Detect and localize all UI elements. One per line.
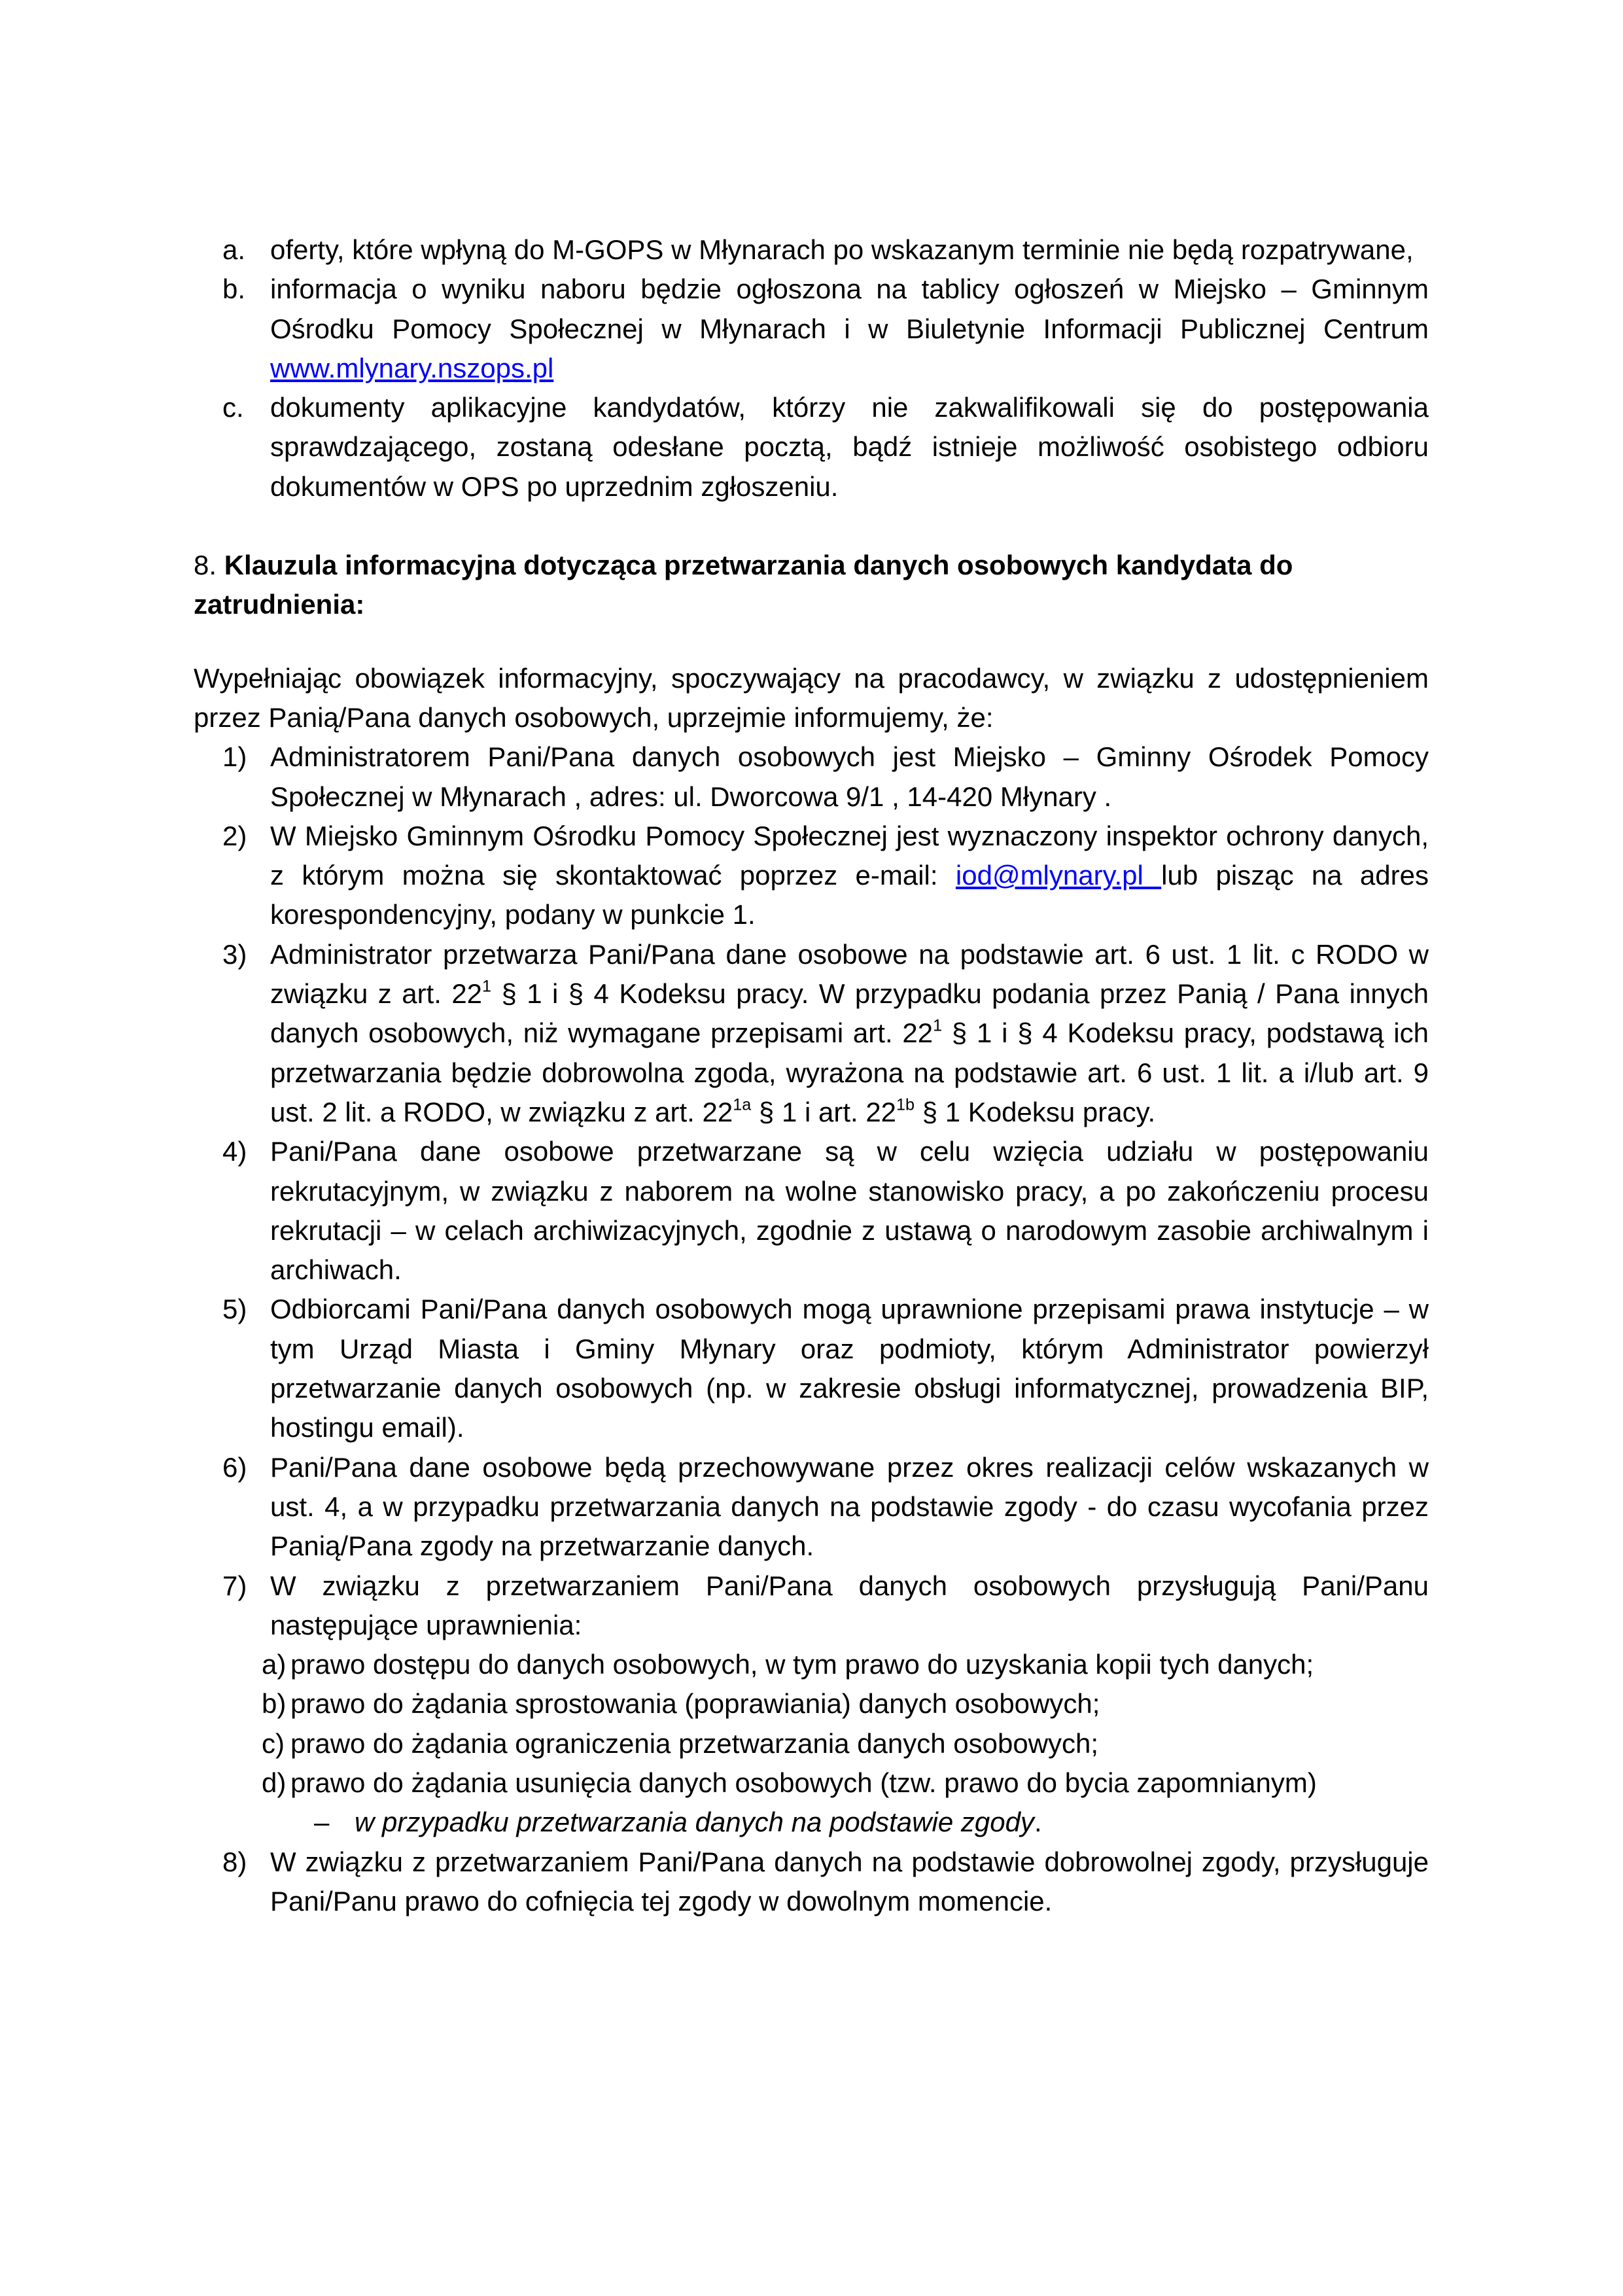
point-text: Pani/Pana dane osobowe przetwarzane są w celu wzięcia udziału w postępowaniu rekrutacyjnym, w związku z naborem na wolne stanowisko pracy, a po zakończeniu procesu rekrutacji – w celach archiwizacyjnych, zgodnie z ustawą o narodowym zasobie archiwalnym i archiwach. bbox=[270, 1136, 1429, 1286]
point-text: Administrator przetwarza Pani/Pana dane osobowe na podstawie art. 6 ust. 1 lit. c RODO w związku z art. 22 bbox=[270, 938, 1429, 1010]
point-text: § 1 i § 4 Kodeksu pracy. W przypadku podania przez Panią / Pana innych danych osobowych, niż wymagane przepisami art. 22 bbox=[270, 978, 1429, 1049]
list-marker: 4) bbox=[222, 1136, 247, 1167]
intro-paragraph: Wypełniając obowiązek informacyjny, spoczywający na pracodawcy, w związku z udostępnieniem przez Panią/Pana danych osobowych, uprzejmie informujemy, że: bbox=[194, 662, 1429, 733]
point-text: W związku z przetwarzaniem Pani/Pana danych osobowych przysługują Pani/Panu następujące uprawnienia: bbox=[270, 1570, 1429, 1640]
list-marker: 8) bbox=[222, 1846, 247, 1877]
list-marker: a. bbox=[222, 234, 246, 265]
condition-text: w przypadku przetwarzania danych na podstawie zgody bbox=[355, 1807, 1034, 1838]
gdpr-point-1 bbox=[194, 737, 1429, 817]
period: . bbox=[1034, 1807, 1042, 1838]
section-heading bbox=[194, 546, 1429, 625]
point-text: W Miejsko Gminnym Ośrodku Pomocy Społecznej jest wyznaczony inspektor ochrony danych, z którym można się skontaktować poprzez e-mail: bbox=[270, 820, 1429, 891]
point-text: Odbiorcami Pani/Pana danych osobowych mogą uprawnione przepisami prawa instytucje – w tym Urząd Miasta i Gminy Młynary oraz podmioty, którym Administrator powierzył przetwarzanie danych osobowych (np. w zakresie obsługi informatycznej, prowadzenia BIP, hostingu email). bbox=[270, 1294, 1429, 1443]
list-item bbox=[194, 270, 1429, 388]
list-marker: b. bbox=[222, 274, 246, 305]
list-marker: 7) bbox=[222, 1570, 247, 1601]
gdpr-point-7 bbox=[194, 1566, 1429, 1843]
gdpr-point-2 bbox=[194, 817, 1429, 935]
recruitment-terms-list bbox=[194, 230, 1429, 506]
gdpr-point-6 bbox=[194, 1448, 1429, 1566]
dash-marker: – bbox=[314, 1807, 330, 1838]
list-item bbox=[194, 230, 1429, 270]
right-text: prawo do żądania ograniczenia przetwarzania danych osobowych; bbox=[290, 1727, 1099, 1759]
list-item-text: dokumenty aplikacyjne kandydatów, którzy nie zakwalifikowali się do postępowania sprawdzającego, zostaną odesłane pocztą, bądź istnieje możliwość osobistego odbioru dokumentów w OPS po uprzednim zgłoszeniu. bbox=[270, 392, 1429, 502]
bip-website-link[interactable]: www.mlynary.nszops.pl bbox=[270, 352, 554, 383]
list-marker: 5) bbox=[222, 1294, 247, 1325]
superscript: 1a bbox=[733, 1095, 752, 1114]
right-text: prawo do żądania sprostowania (poprawiania) danych osobowych; bbox=[290, 1688, 1100, 1720]
iod-email-link[interactable]: iod@mlynary.pl bbox=[955, 860, 1162, 891]
list-marker: 3) bbox=[222, 938, 247, 970]
right-item bbox=[262, 1763, 1429, 1803]
list-marker: d) bbox=[262, 1767, 287, 1798]
section-number: 8. bbox=[194, 550, 217, 581]
point-text: Administratorem Pani/Pana danych osobowych jest Miejsko – Gminny Ośrodek Pomocy Społecznej w Młynarach , adres: ul. Dworcowa 9/1 , 14-420 Młynary . bbox=[270, 741, 1429, 812]
point-text: § 1 i § 4 Kodeksu pracy, podstawą ich przetwarzania będzie dobrowolna zgoda, wyrażona na podstawie art. 6 ust. 1 lit. a i/lub art. 9 ust. 2 lit. a RODO, w związku z art. 22 bbox=[270, 1017, 1429, 1127]
list-item-text: oferty, które wpłyną do M-GOPS w Młynarach po wskazanym terminie nie będą rozpatrywane, bbox=[270, 234, 1414, 265]
right-item bbox=[262, 1684, 1429, 1723]
list-item-text: informacja o wyniku naboru będzie ogłoszona na tablicy ogłoszeń w Miejsko – Gminnym Ośrodku Pomocy Społecznej w Młynarach i w Biuletynie Informacji Publicznej Centrum bbox=[270, 274, 1429, 344]
gdpr-points-list bbox=[194, 737, 1429, 1921]
gdpr-point-5 bbox=[194, 1290, 1429, 1447]
list-marker: 1) bbox=[222, 741, 247, 773]
point-text: § 1 i art. 22 bbox=[751, 1096, 897, 1127]
spacer bbox=[194, 506, 1429, 546]
gdpr-point-3 bbox=[194, 935, 1429, 1132]
right-item bbox=[262, 1724, 1429, 1763]
right-text: prawo do żądania usunięcia danych osobowych (tzw. prawo do bycia zapomnianym) bbox=[290, 1767, 1317, 1798]
list-marker: c. bbox=[222, 392, 244, 423]
gdpr-point-4 bbox=[194, 1132, 1429, 1290]
superscript: 1 bbox=[482, 977, 492, 996]
section-title: Klauzula informacyjna dotycząca przetwarzania danych osobowych kandydata do zatrudnienia: bbox=[194, 550, 1293, 620]
list-marker: a) bbox=[262, 1649, 287, 1680]
list-marker: c) bbox=[262, 1727, 285, 1759]
right-text: prawo dostępu do danych osobowych, w tym prawo do uzyskania kopii tych danych; bbox=[290, 1649, 1314, 1680]
document-page bbox=[194, 230, 1429, 1921]
point-text: lub pisząc na adres korespondencyjny, podany w punkcie 1. bbox=[270, 860, 1429, 930]
rights-condition bbox=[270, 1803, 1429, 1842]
point-text: W związku z przetwarzaniem Pani/Pana danych na podstawie dobrowolnej zgody, przysługuje Pani/Panu prawo do cofnięcia tej zgody w dowolnym momencie. bbox=[270, 1846, 1429, 1916]
right-item bbox=[262, 1645, 1429, 1684]
spacer bbox=[194, 625, 1429, 659]
list-marker: 6) bbox=[222, 1451, 247, 1483]
list-marker: b) bbox=[262, 1688, 287, 1720]
superscript: 1b bbox=[896, 1095, 915, 1114]
point-text: Pani/Pana dane osobowe będą przechowywane przez okres realizacji celów wskazanych w ust. 4, a w przypadku przetwarzania danych na podstawie zgody - do czasu wycofania przez Panią/Pana zgody na przetwarzanie danych. bbox=[270, 1451, 1429, 1562]
gdpr-point-8 bbox=[194, 1843, 1429, 1922]
point-text: § 1 Kodeksu pracy. bbox=[915, 1096, 1156, 1127]
list-item bbox=[194, 388, 1429, 506]
superscript: 1 bbox=[933, 1016, 943, 1035]
rights-list bbox=[262, 1645, 1429, 1803]
list-marker: 2) bbox=[222, 820, 247, 851]
